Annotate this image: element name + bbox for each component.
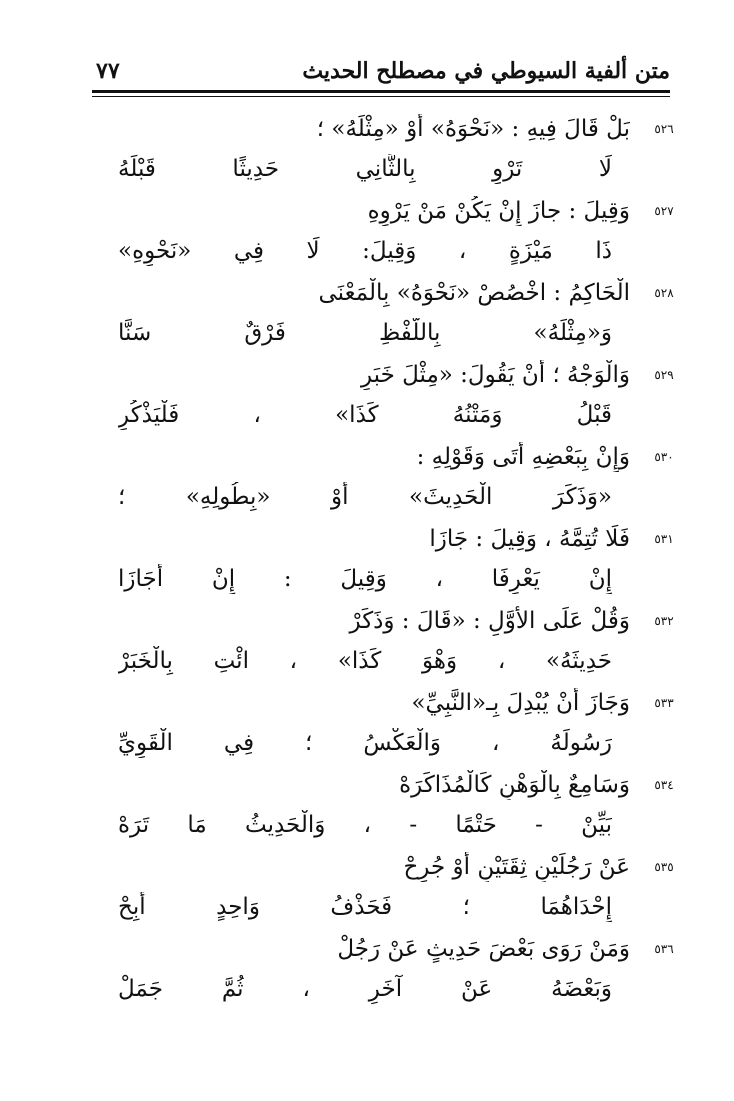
verse-first-hemistich: وَالْوَجْهُ ؛ أَنْ يَقُولَ: «مِثْلَ خَبَرِ bbox=[360, 362, 630, 388]
page-number: ٧٧ bbox=[96, 58, 120, 84]
verse bbox=[118, 192, 678, 274]
verse-second-hemistich: ذَا مَيْزَةٍ ، وَقِيلَ: لَا فِي «نَحْوِهِ» bbox=[118, 238, 612, 264]
verse-number: ٥٣٠ bbox=[654, 450, 674, 464]
verse bbox=[118, 110, 678, 192]
verse-list bbox=[118, 110, 678, 1012]
verse bbox=[118, 602, 678, 684]
verse-second-hemistich: وَبَعْضَهُ عَنْ آخَرٍ ، ثُمَّ جَمَلْ bbox=[118, 976, 612, 1002]
verse-first-hemistich: وَإِنْ بِبَعْضِهِ أَتَى وَقَوْلِهِ : bbox=[416, 444, 630, 470]
verse bbox=[118, 356, 678, 438]
verse-first-hemistich: فَلَا تُتِمَّهُ ، وَقِيلَ : جَازَا bbox=[429, 526, 630, 552]
verse-second-hemistich: وَ«مِثْلَهُ» بِاللَّفْظِ فَرْقٌ سَنَّا bbox=[118, 320, 612, 346]
header-rule-thin bbox=[92, 96, 670, 97]
verse-second-hemistich: «وَذَكَرَ الْحَدِيثَ» أَوْ «بِطُولِهِ» ؛ bbox=[118, 484, 612, 510]
verse-second-hemistich: رَسُولَهُ ، وَالْعَكْسُ ؛ فِي الْقَوِيِّ bbox=[118, 730, 612, 756]
verse-first-hemistich: وَقُلْ عَلَى الأَوَّلِ : «قَالَ : وَذَكَرْ bbox=[349, 608, 630, 634]
verse-first-hemistich: وَقِيلَ : جازَ إِنْ يَكُنْ مَنْ يَرْوِهِ bbox=[367, 198, 630, 224]
verse-first-hemistich: بَلْ قَالَ فِيهِ : «نَحْوَهُ» أَوْ «مِثْلَهُ» ؛ bbox=[316, 116, 630, 142]
verse-first-hemistich: الْحَاكِمُ : اخْصُصْ «نَحْوَهُ» بِالْمَعْنَى bbox=[318, 280, 630, 306]
verse-number: ٥٣٦ bbox=[654, 942, 674, 956]
verse-number: ٥٢٨ bbox=[654, 286, 674, 300]
page-header bbox=[92, 48, 670, 94]
verse-number: ٥٢٩ bbox=[654, 368, 674, 382]
verse-first-hemistich: وَمَنْ رَوَى بَعْضَ حَدِيثٍ عَنْ رَجُلْ bbox=[337, 936, 630, 962]
verse bbox=[118, 930, 678, 1012]
verse-number: ٥٢٧ bbox=[654, 204, 674, 218]
verse-second-hemistich: حَدِيثَهُ» ، وَهْوَ كَذَا» ، ائْتِ بِالْخَبَرْ bbox=[118, 648, 612, 674]
verse-number: ٥٣٤ bbox=[654, 778, 674, 792]
verse-first-hemistich: وَجَازَ أَنْ يُبْدِلَ بِـ«النَّبِيِّ» bbox=[411, 690, 630, 716]
verse-second-hemistich: بَيِّنْ - حَتْمًا - ، وَالْحَدِيثُ مَا تَرَهْ bbox=[118, 812, 612, 838]
verse-number: ٥٣١ bbox=[654, 532, 674, 546]
verse-number: ٥٢٦ bbox=[654, 122, 674, 136]
verse-second-hemistich: لَا تَرْوِ بِالثَّانِي حَدِيثًا قَبْلَهُ bbox=[118, 156, 612, 182]
header-rule-thick bbox=[92, 90, 670, 93]
verse bbox=[118, 684, 678, 766]
verse-number: ٥٣٥ bbox=[654, 860, 674, 874]
verse-number: ٥٣٢ bbox=[654, 614, 674, 628]
verse bbox=[118, 438, 678, 520]
verse-first-hemistich: وَسَامِعٌ بِالْوَهْنِ كَالْمُذَاكَرَهْ bbox=[399, 772, 630, 798]
verse bbox=[118, 848, 678, 930]
running-title: متن ألفية السيوطي في مصطلح الحديث bbox=[302, 58, 670, 84]
verse-second-hemistich: إِحْدَاهُمَا ؛ فَحَذْفُ وَاحِدٍ أُبِحْ bbox=[118, 894, 612, 920]
verse-second-hemistich: إِنْ يَعْرِفَا ، وَقِيلَ : إِنْ أَجَازَا bbox=[118, 566, 612, 592]
verse bbox=[118, 520, 678, 602]
verse-first-hemistich: عَنْ رَجُلَيْنِ ثِقَتَيْنِ أَوْ جُرِحْ bbox=[403, 854, 630, 880]
verse bbox=[118, 766, 678, 848]
verse-second-hemistich: قَبْلُ وَمَتْنُهُ كَذَا» ، فَلْيَذْكُرِ bbox=[118, 402, 612, 428]
verse-number: ٥٣٣ bbox=[654, 696, 674, 710]
verse bbox=[118, 274, 678, 356]
